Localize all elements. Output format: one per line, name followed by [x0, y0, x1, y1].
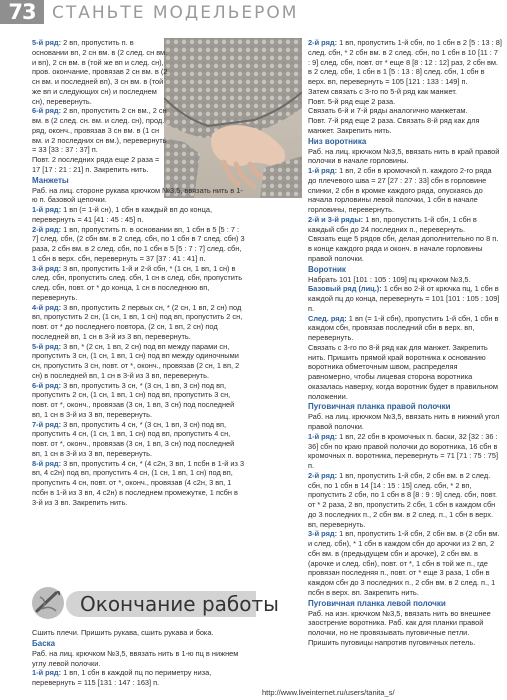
page-header	[0, 0, 507, 26]
source-url: http://www.liveinternet.ru/users/tanita_s/	[262, 688, 395, 697]
section-heading-collar: Воротник	[308, 264, 346, 274]
banner-title: Окончание работы	[80, 592, 279, 616]
finishing-section	[32, 628, 246, 688]
cuff-row-7: 7-й ряд: 3 вп, пропустить 4 сн, * (3 сн, 1 вп, 3 сн) под вп, пропустить 4 сн, (1 сн, 1 вп, 1 сн) под вп, пропустить 4 сн, повт. от *, оконч., провязав (3 сн, 1 вп, 3 сн) под последней вп, 1 сн в 3-й из 3 вп, перевернуть.	[32, 419, 235, 458]
basque-rows-3-5: Затем связать с 3-го по 5-й ряд как манжет.	[308, 86, 457, 96]
row-6-text: 6-й ряд: 2 вп, пропустить 2 сн вм., 2 сн вм. в (2 след. сн. вм. и след. сн), прод. ряд, оконч., провязав 3 сн вм. в (1 сн вм. и 2 последних сн вм.), перевернуть = 33 [33 : 37 : 37] п.	[32, 106, 167, 155]
cuff-row-8: 8-й ряд: 3 вп, пропустить 4 сн, * (4 с2н, 3 вп, 1 псбн в 1-й из 3 вп, 4 с2н) под вп, пропустить 4 сн, (1 сн, 1 вп, 1 сн) под вп, пропустить 4 сн, повт. от *, оконч., провязав (4 с2н, 3 вп, 1 псбн в 1-й из 3 вп, 4 с2н) в последнем промежутке, 1 псбн в 3-й из 3 вп. Закрепить нить.	[32, 458, 245, 507]
basque-intro: Раб. на лиц. крючком №3,5, ввязать нить в 1-ю пц в нижнем углу левой полочки.	[32, 648, 239, 668]
section-heading-collar-base: Низ воротника	[308, 136, 367, 146]
collar-base-row: Базовый ряд (лиц.): 1 сбн во 2-й от крючка пц, 1 сбн в каждой пц до конца, перевернуть = 101 [101 : 105 : 109] п.	[308, 284, 500, 313]
section-heading-basque: Баска	[32, 638, 56, 648]
basque-row-1: 1-й ряд: 1 вп, 1 сбн в каждой пц по периметру низа, перевернуть = 115 [131 : 147 : 163] п.	[32, 668, 212, 687]
cuff-row-4: 4-й ряд: 3 вп, пропустить 2 первых сн, * (2 сн, 1 вп, 2 сн) под вп, пропустить 2 сн, (1 сн, 1 вп, 1 сн) под вп, пропустить 2 сн, повт. от * до последнего повтора, (2 сн, 1 вп, 2 сн) под последней вп, 1 сн в 3-й из 3 вп, перевернуть.	[32, 302, 243, 341]
cuff-row-1: 1-й ряд: 1 вп (= 1-й сн), 1 сбн в каждый вп до конца, перевернуть = 41 [41 : 45 : 45] п.	[32, 205, 213, 224]
basque-row-2: 2-й ряд: 1 вп, пропустить 1-й сбн, по 1 сбн в 2 [5 : 13 : 8] след. сбн, * 2 сбн вм. в 2 след. сбн, по 1 сбн в 10 [11 : 7 : 9] след. сбн, повт. от * еще 8 [8 : 12 : 12] раз, 2 сбн вм. в 2 след. сбн, 1 сбн в 1 [5 : 13 : 8] след. сбн, 1 сбн в верх. вп, перевернуть = 105 [121 : 133 : 149] п.	[308, 38, 502, 86]
section-heading-cuffs: Манжеты	[32, 175, 69, 185]
collar-base-rows-2-3: 2-й и 3-й ряды: 1 вп, пропустить 1-й сбн, 1 сбн в каждый сбн до 24 последних п., перевернуть.	[308, 214, 477, 234]
right-band-row-2: 2-й ряд: 1 вп, пропустить 1-й сбн, 2 сбн вм. в 2 след. сбн, по 1 сбн в 14 [14 : 15 : 15] след. сбн, * 2 вп, пропустить 2 сбн, по 1 сбн в 8 [8 : 9 : 9] след. сбн, повт. от * 2 раза, 2 вп, пропустить 2 сбн, 1 сбн в каждом сбн до 3 последних п., 2 сбн вм. в 2 след. п., 1 сбн в верх. вп, перевернуть.	[308, 470, 497, 529]
row-5-text: 5-й ряд: 2 вп, пропустить п. в основании вп, 2 сн вм. в (2 след. сн вм. и вп), 2 сн вм. в (той же вп и след. сн), пров. окончание, провязав 2 сн вм. в (2 сн вм. и последней вп), 3 сн вм. в (той же вп и следующих сн) и последнем сн), перевернуть.	[32, 38, 168, 106]
left-column	[32, 38, 246, 507]
basque-row-8: Повт. 7-й ряд еще 2 раза. Связать 8-й ряд как для манжет. Закрепить нить.	[308, 116, 480, 135]
collar-base-intro: Раб. на лиц. крючком №3,5, ввязать нить в край правой полочки в начале горловины.	[308, 146, 500, 166]
collar-base-row-1: 1-й ряд: 1 вп, 2 сбн в кромочной п. каждого 2-го ряда до плечевого шва = 27 [27 : 27 : 33] сбн в горловине спинки, 2 сбн в кромке каждого ряда, опускаясь до начала горловины левой полочки, 1 сбн в начале горловины, перевернуть.	[308, 166, 492, 214]
collar-next-row: След. ряд: 1 вп (= 1-й сбн), пропустить 1-й сбн, 1 сбн в каждом сбн, провязав последний сбн в верх. вп, перевернуть.	[308, 313, 499, 342]
section-heading-right-band: Пуговичная планка правой полочки	[308, 402, 451, 412]
repeat-text: Повт. 2 последних ряда еще 2 раза = 17 [17 : 21 : 21] п. Закрепить нить.	[32, 155, 160, 174]
cuff-row-2: 2-й ряд: 1 вп, пропустить п. в основании вп, 1 сбн в 5 [5 : 7 : 7] след. сбн, (2 сбн вм. в 2 след. сбн, по 1 сбн в 7 след. сбн) 3 раза, 2 сбн вм. в 2 след. сбн, по 1 сбн в 5 [5 : 7 : 7] след. сбн, 1 сбн в верх. сбн, перевернуть = 37 [37 : 41 : 41] п.	[32, 224, 245, 263]
left-band-buttons: Пришить пуговицы напротив пуговичных петель.	[308, 637, 476, 647]
basque-rows-6-7: Связать 6-й и 7-й ряды аналогично манжетам.	[308, 106, 468, 116]
collar-finish: Связать с 3-го по 8-й ряд как для манжет. Закрепить нить. Пришить прямой край воротника к основанию воротника обметочным швом, распределяя равномерно, чтобы лицевая сторона воротника оказалась наверху, когда воротник будет в правильном положении.	[308, 342, 498, 401]
basque-repeat-5: Повт. 5-й ряд еще 2 раза.	[308, 96, 396, 106]
right-band-row-3: 3-й ряд: 1 вп, пропустить 1-й сбн, 2 сбн вм. в (2 сбн вм. и след. сбн), * 1 сбн в каждом сбн до арочки из 2 вп, 2 сбн вм. в (предыдущем сбн и арочке), 2 сбн вм. в (арочке и след. сбн), повт. от *, 1 сбн в той же п., где провязан последняя п., повт. от * еще 3 раза, 1 сбн в каждом сбн до 3 последних п., 2 сбн вм. в 2 след. п., 1 псбн в верх. вп. Закрепить нить.	[308, 529, 500, 597]
collar-base-more: Связать еще 5 рядов сбн, делая дополнительно по 8 п. в конце каждого ряда и оконч. в начале горловины правой полочки.	[308, 234, 499, 263]
section-banner	[28, 585, 279, 621]
right-column	[308, 38, 502, 648]
section-heading-left-band: Пуговичная планка левой полочки	[308, 598, 446, 608]
finishing-text: Сшить плечи. Пришить рукава, сшить рукава и бока.	[32, 628, 214, 637]
page-number: 73	[0, 0, 44, 24]
right-band-row-1: 1-й ряд: 1 вп, 22 сбн в кромочных п. баски, 32 [32 : 36 : 36] сбн по краю правой полочки до воротника, 16 сбн в кромочных п. воротника, перевернуть = 71 [71 : 75 : 75] п.	[308, 431, 498, 470]
cuff-row-5: 5-й ряд: 3 вп, * (2 сн, 1 вп, 2 сн) под вп между парами сн, пропустить 3 сн, (1 сн, 1 вп, 1 сн) под вп между одиночными сн, пропустить 3 сн, повт. от *, оконч., провязав (2 сн, 1 вп, 2 сн) в последней вп, 1 сн в 3-й из 3 вп, перевернуть.	[32, 341, 240, 380]
collar-intro: Набрать 101 [101 : 105 : 109] пц крючком №3,5.	[308, 274, 471, 284]
left-band-text: Раб. на изн. крючком №3,5, ввязать нить во внешнее заострение воротника. Раб. как для планки правой полочки, но не провязывать пуговичные петли.	[308, 608, 491, 637]
crochet-hook-icon	[28, 585, 68, 621]
cuff-row-6: 6-й ряд: 3 вп, пропустить 3 сн, * (3 сн, 1 вп, 3 сн) под вп, пропустить 2 сн, (1 сн, 1 вп, 1 сн) под вп, пропустить 3 сн, повт. от *, оконч., провязав (3 сн, 1 вп, 3 сн) под последней вп, 1 сн в 3-й из 3 вп, перевернуть.	[32, 380, 235, 419]
cuffs-intro: Раб. на лиц. стороне рукава крючком №3,5, ввязать нить в 1-ю п. базовой цепочки.	[32, 185, 243, 205]
right-band-intro: Раб. на лиц. крючком №3,5, ввязать нить в нижний угол правой полочки.	[308, 412, 500, 431]
page-title: СТАНЬТЕ МОДЕЛЬЕРОМ	[52, 3, 299, 23]
cuff-row-3: 3-й ряд: 3 вп, пропустить 1-й и 2-й сбн, * (1 сн, 1 вп, 1 сн) в след. сбн, пропустить след. сбн, 1 сн в след. сбн, пропустить след. сбн, повт. от * до конца, 1 сн в последнюю вп, перевернуть.	[32, 263, 243, 302]
